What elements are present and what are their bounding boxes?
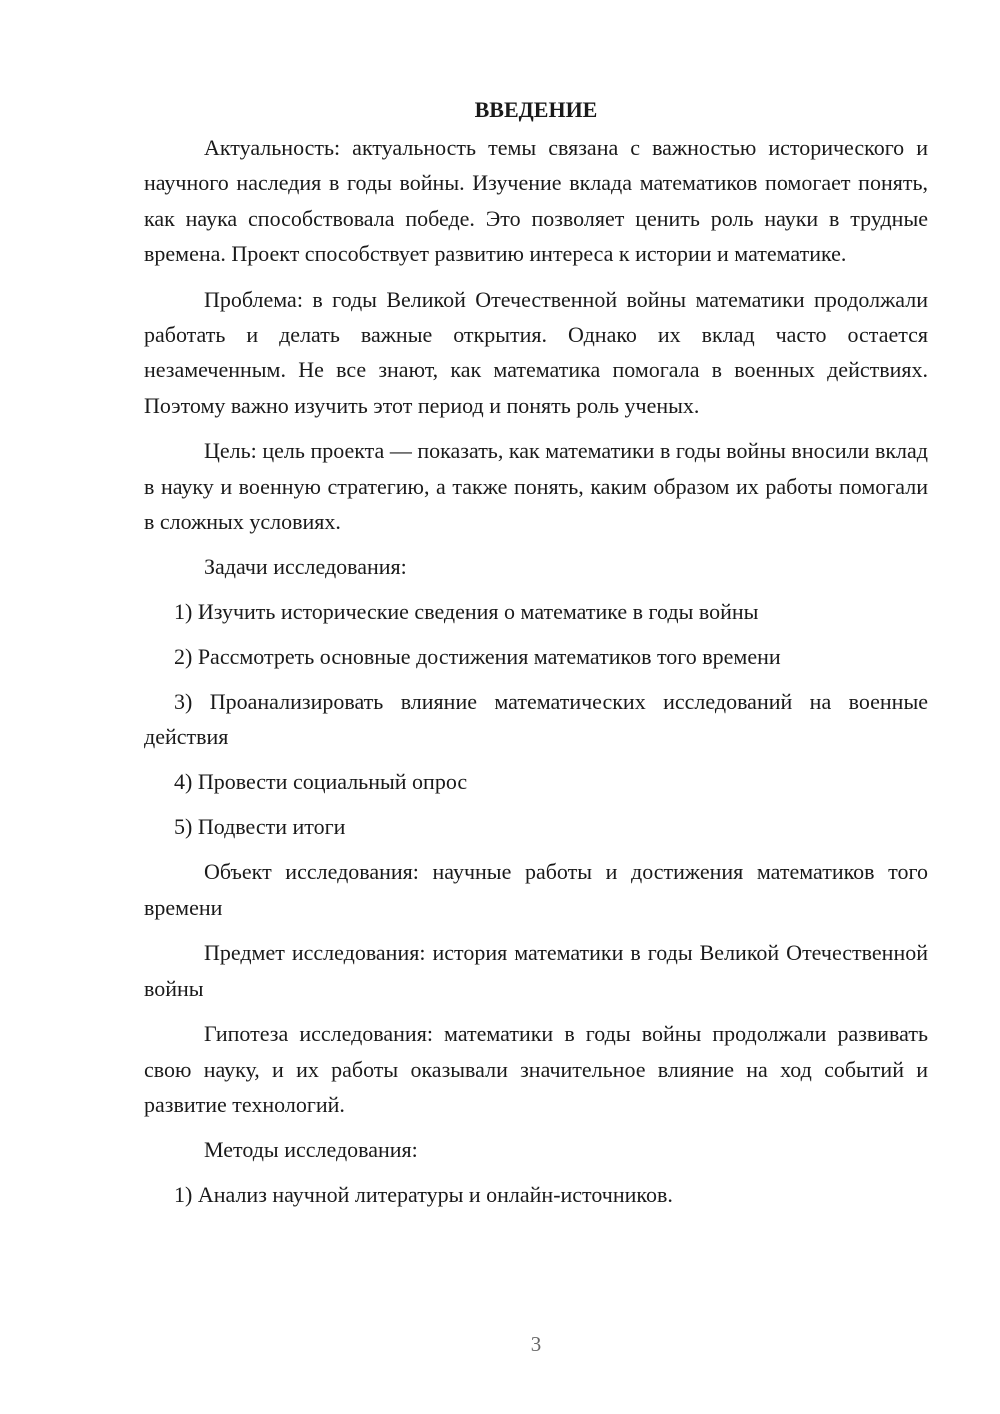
list-item: 3) Проанализировать влияние математических исследований на военные действия [144, 689, 928, 750]
tasks-list [144, 594, 928, 844]
section-heading: ВВЕДЕНИЕ [474, 97, 598, 122]
list-item: 2) Рассмотреть основные достижения математиков того времени [174, 644, 781, 670]
methods-title: Методы исследования: [204, 1137, 418, 1163]
list-item: 1) Анализ научной литературы и онлайн-источников. [174, 1182, 673, 1208]
problem-paragraph: Проблема: в годы Великой Отечественной войны математики продолжали работать и делать важные открытия. Однако их вклад часто остается незамеченным. Не все знают, как математика помогала в военных действиях. Поэтому важно изучить этот период и понять роль ученых. [144, 286, 928, 418]
object-paragraph: Объект исследования: научные работы и достижения математиков того времени [144, 859, 928, 920]
page-number: 3 [530, 1332, 542, 1356]
page-content [144, 92, 928, 1222]
tasks-title: Задачи исследования: [204, 554, 407, 580]
relevance-paragraph: Актуальность: актуальность темы связана с важностью исторического и научного наследия в годы войны. Изучение вклада математиков помогает понять, как наука способствовала победе. Это позволяет ценить роль науки в трудные времена. Проект способствует развитию интереса к истории и математике. [144, 135, 928, 267]
hypothesis-paragraph: Гипотеза исследования: математики в годы войны продолжали развивать свою науку, и их работы оказывали значительное влияние на ход событий и развитие технологий. [144, 1021, 928, 1117]
goal-paragraph: Цель: цель проекта — показать, как математики в годы войны вносили вклад в науку и военную стратегию, а также понять, каким образом их работы помогали в сложных условиях. [144, 438, 928, 535]
list-item: 1) Изучить исторические сведения о математике в годы войны [174, 599, 759, 625]
list-item: 4) Провести социальный опрос [174, 769, 468, 795]
list-item: 5) Подвести итоги [174, 814, 346, 840]
subject-paragraph: Предмет исследования: история математики в годы Великой Отечественной войны [144, 940, 928, 1001]
methods-list [144, 1177, 928, 1212]
